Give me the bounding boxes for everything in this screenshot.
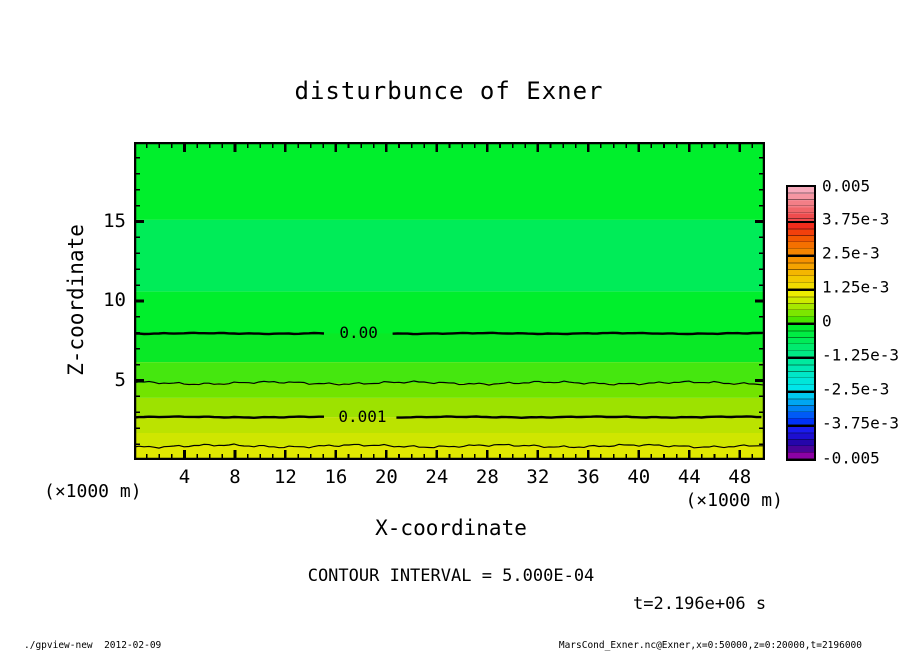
colorbar-subdivision-lines <box>788 291 814 323</box>
colorbar-tick-label: 2.5e-3 <box>822 243 880 263</box>
colorbar-tick-label: 0.005 <box>822 176 871 196</box>
y-tick-label: 5 <box>114 368 126 391</box>
colorbar-cell <box>788 221 814 255</box>
x-tick-label: 28 <box>475 466 499 488</box>
x-tick-label: 24 <box>425 466 449 488</box>
colorbar-tick-label: -2.5e-3 <box>822 379 890 399</box>
colorbar-tick-label: 1.25e-3 <box>822 277 890 297</box>
colorbar-cell <box>788 357 814 391</box>
x-tick-label: 16 <box>324 466 348 488</box>
contour-interval-note: CONTOUR INTERVAL = 5.000E-04 <box>307 566 595 586</box>
x-tick-label: 32 <box>526 466 550 488</box>
contour-band <box>134 417 765 433</box>
x-tick-label: 40 <box>627 466 651 488</box>
colorbar-tick-label: 0 <box>822 311 832 331</box>
colorbar-subdivision-lines <box>788 325 814 357</box>
y-tick-label: 10 <box>103 289 126 311</box>
time-annotation: t=2.196e+06 s <box>633 594 767 614</box>
colorbar-subdivision-lines <box>788 257 814 289</box>
colorbar-subdivision-lines <box>788 187 814 221</box>
x-tick-label: 4 <box>178 466 191 488</box>
colorbar-subdivision-lines <box>788 223 814 255</box>
y-axis-title: Z-coordinate <box>64 224 88 376</box>
colorbar-cell <box>788 425 814 459</box>
colorbar-cell <box>788 323 814 357</box>
footer-command-text: ./gpview-new 2012-02-09 <box>24 640 162 651</box>
y-axis-unit-label: (×1000 m) <box>44 481 142 502</box>
contour-line <box>393 333 763 334</box>
colorbar-cell <box>788 289 814 323</box>
y-tick-label: 15 <box>103 209 126 232</box>
x-tick-label: 44 <box>677 466 701 488</box>
x-axis-title: X-coordinate <box>375 516 527 540</box>
plot-area <box>134 142 765 460</box>
contour-line <box>396 416 761 417</box>
contour-band <box>134 433 765 446</box>
x-axis-unit-label: (×1000 m) <box>685 490 783 511</box>
x-tick-label: 36 <box>576 466 600 488</box>
figure-title: disturbunce of Exner <box>294 77 604 105</box>
x-tick-label: 48 <box>728 466 752 488</box>
x-tick-label: 20 <box>374 466 398 488</box>
contour-band <box>134 220 765 292</box>
colorbar-subdivision-lines <box>788 427 814 459</box>
contour-band <box>134 142 765 220</box>
contour-plot-svg <box>134 142 765 460</box>
contour-band <box>134 362 765 383</box>
contour-line-label: 0.00 <box>339 323 378 343</box>
contour-band <box>134 333 765 362</box>
colorbar-subdivision-lines <box>788 359 814 391</box>
colorbar-tick-label: -3.75e-3 <box>822 413 900 433</box>
footer-source-text: MarsCond_Exner.nc@Exner,x=0:50000,z=0:20000,t=2196000 <box>558 640 862 651</box>
colorbar-tick-label: -0.005 <box>822 448 880 468</box>
colorbar-cell <box>788 187 814 221</box>
colorbar-subdivision-lines <box>788 393 814 425</box>
contour-band <box>134 292 765 334</box>
colorbar-tick-label: 3.75e-3 <box>822 209 890 229</box>
contour-line <box>134 333 324 334</box>
contour-line <box>134 416 324 417</box>
x-tick-label: 8 <box>229 466 241 488</box>
contour-line-label: 0.001 <box>338 407 387 427</box>
colorbar-cell <box>788 391 814 425</box>
colorbar-cell <box>788 255 814 289</box>
contour-band <box>134 383 765 398</box>
x-tick-label: 12 <box>273 466 297 488</box>
contour-band <box>134 398 765 417</box>
colorbar-tick-label: -1.25e-3 <box>822 345 900 365</box>
colorbar <box>786 185 816 461</box>
